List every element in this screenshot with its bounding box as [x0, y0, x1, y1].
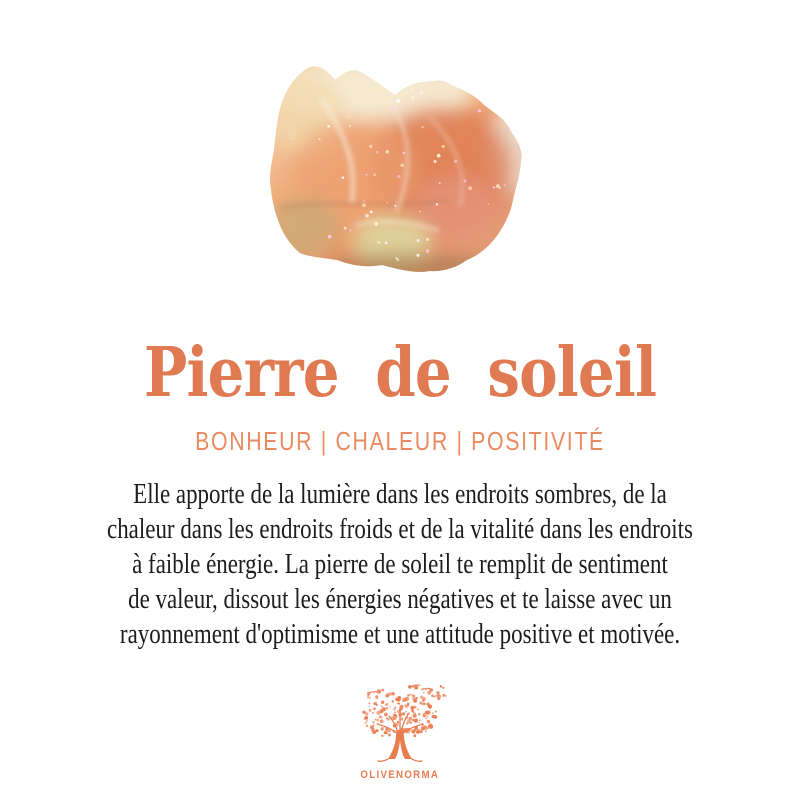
brand-name: OLIVENORMA	[360, 769, 440, 781]
sunstone-photo	[262, 60, 528, 276]
description-line-1: Elle apporte de la lumière dans les endroits sombres, de la	[133, 479, 667, 510]
description-paragraph	[0, 477, 800, 652]
description-line-5: rayonnement d'optimisme et une attitude positive et motivée.	[119, 619, 681, 650]
description-line-3: à faible énergie. La pierre de soleil te remplit de sentiment	[132, 549, 668, 580]
keywords-subtitle: BONHEUR | CHALEUR | POSITIVITÉ	[195, 426, 605, 456]
description-line-2: chaleur dans les endroits froids et de la vitalité dans les endroits	[107, 514, 693, 545]
page-title: Pierre de soleil	[143, 333, 657, 413]
olive-tree-icon	[348, 684, 452, 768]
sunstone-image	[262, 60, 528, 276]
brand-logo-block	[0, 684, 800, 781]
description-line-4: de valeur, dissout les énergies négatives et te laisse avec un	[128, 584, 672, 615]
